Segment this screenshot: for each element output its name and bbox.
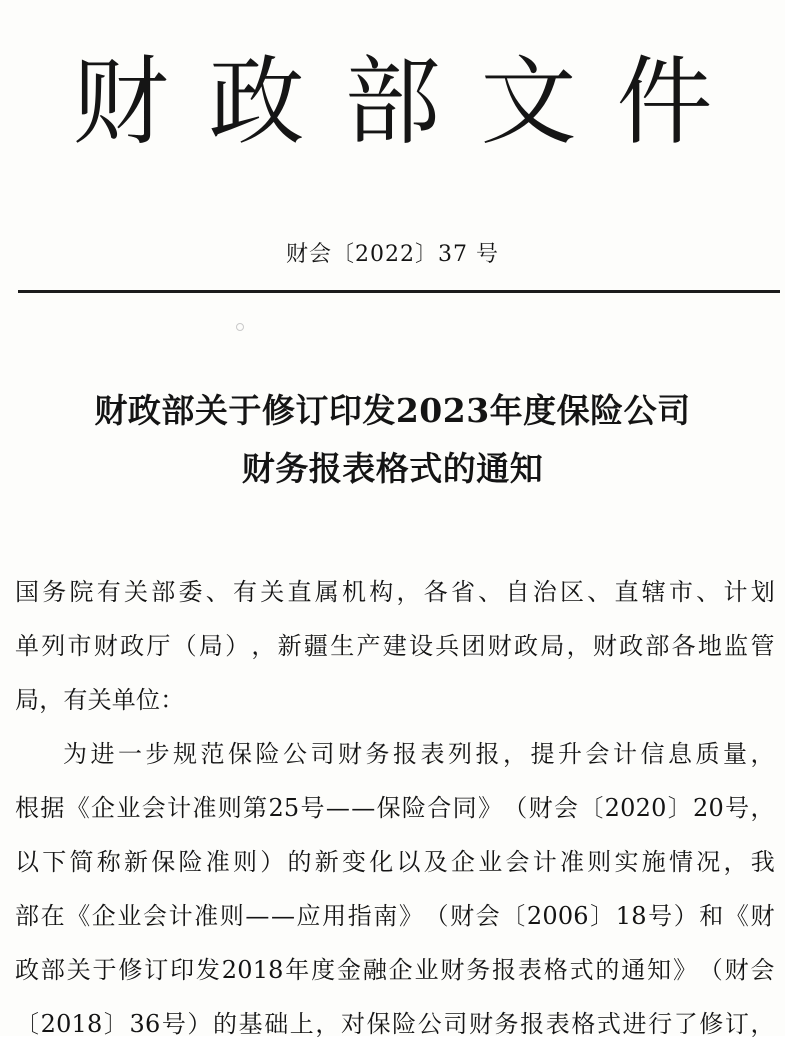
- body-line-chars: 单 列 市 财 政 厅 （ 局 ） ， 新 疆 生 产 建 设 兵 团 财 政 局 ， 财 政 部 各 地 监 管: [15, 632, 775, 660]
- body-line: [15, 997, 775, 1051]
- body-line-chars: 政 部 关 于 修 订 印 发 2018 年 度 金 融 企 业 财 务 报 表 格 式 的 通 知 》 （ 财 会: [15, 956, 775, 984]
- body-line: [15, 835, 775, 889]
- body-line-chars: 〔 2018 〕 36 号 ） 的 基 础 上 ， 对 保 险 公 司 财 务 报 表 格 式 进 行 了 修 订 ，: [15, 1010, 775, 1038]
- masthead-title: [0, 42, 785, 162]
- header-divider: [18, 290, 780, 293]
- body-line: [15, 943, 775, 997]
- body-line-chars: 以 下 简 称 新 保 险 准 则 ） 的 新 变 化 以 及 企 业 会 计 准 则 实 施 情 况 ， 我: [15, 848, 775, 876]
- masthead-char: 政: [208, 46, 305, 158]
- body-line-chars: 根 据 《 企 业 会 计 准 则 第 25 号 — — 保 险 合 同 》 （ 财 会 〔 2020 〕 20 号 ，: [15, 794, 775, 822]
- masthead-char: 件: [616, 46, 713, 158]
- body-line-chars: 部 在 《 企 业 会 计 准 则 — — 应 用 指 南 》 （ 财 会 〔 2006 〕 18 号 ） 和 《 财: [15, 902, 775, 930]
- body-line: [15, 619, 775, 673]
- masthead-char: 部: [344, 46, 441, 158]
- document-title: [0, 382, 785, 498]
- body-line: [15, 889, 775, 943]
- document-number: 财会〔2022〕37 号: [286, 242, 499, 267]
- body-line-chars: 为 进 一 步 规 范 保 险 公 司 财 务 报 表 列 报 ， 提 升 会 计 信 息 质 量 ，: [63, 740, 775, 768]
- title-line-1: 财政部关于修订印发2023年度保险公司: [94, 391, 691, 430]
- masthead-char: 文: [480, 46, 577, 158]
- title-line-2: 财务报表格式的通知: [241, 449, 544, 488]
- body-line: [15, 727, 775, 781]
- body-line: 局，有关单位：: [15, 686, 185, 714]
- body-line: [15, 781, 775, 835]
- document-body: [15, 565, 775, 1051]
- body-line-chars: 国 务 院 有 关 部 委 、 有 关 直 属 机 构 ， 各 省 、 自 治 区 、 直 辖 市 、 计 划: [15, 578, 775, 606]
- scan-speck: [236, 323, 244, 331]
- masthead-char: 财: [72, 46, 169, 158]
- body-line: [15, 565, 775, 619]
